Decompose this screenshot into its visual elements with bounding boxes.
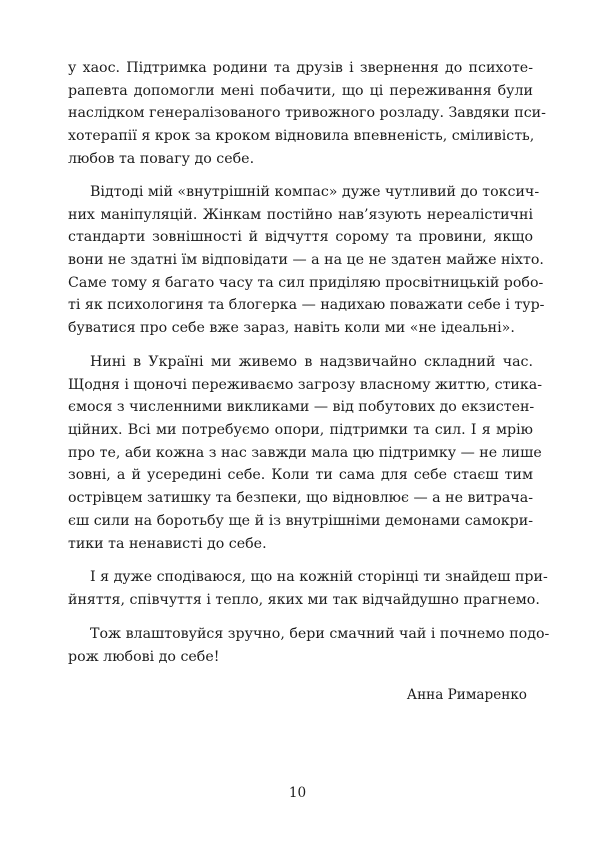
text-line: буватися про себе вже зараз, навіть коли ми «не ідеальні». xyxy=(68,320,515,337)
paragraph-ukraine xyxy=(68,351,542,555)
text-line: рож любові до себе! xyxy=(68,648,220,665)
text-line: зовні, а й усередині себе. Коли ти сама для себе стаєш тим xyxy=(68,467,533,484)
text-line: хотерапії я крок за кроком відновила впевненість, сміливість, xyxy=(68,128,535,145)
text-line: любов та повагу до себе. xyxy=(68,150,255,167)
page-number: 10 xyxy=(288,785,307,801)
paragraph-hope xyxy=(68,566,548,611)
text-line: про те, аби кожна з нас завжди мала цю підтримку — не лише xyxy=(68,444,542,461)
text-line: ті як психологиня та блогерка — надихаю поважати себе і тур- xyxy=(68,297,545,314)
text-line: них маніпуляцій. Жінкам постійно нав’язують нереалістичні xyxy=(68,206,533,223)
text-line: рапевта допомогли мені побачити, що ці переживання були xyxy=(68,82,533,99)
paragraph-inner-compass xyxy=(68,181,545,340)
text-line: острівцем затишку та безпеки, що відновлює — а не витрача- xyxy=(68,490,533,507)
text-line: Тож влаштовуйся зручно, бери смачний чай і почнемо подо- xyxy=(90,626,550,642)
paragraph-continuation xyxy=(68,57,546,170)
paragraph-invitation xyxy=(68,623,550,668)
text-line: єш сили на боротьбу ще й із внутрішніми демонами самокри- xyxy=(68,512,533,529)
text-line: вони не здатні їм відповідати — а на це не здатен майже ніхто. xyxy=(68,252,544,269)
text-line: І я дуже сподіваюся, що на кожній сторінці ти знайдеш при- xyxy=(90,569,548,585)
text-line: у хаос. Підтримка родини та друзів і звернення до психоте- xyxy=(68,60,533,76)
text-line: наслідком генералізованого тривожного розладу. Завдяки пси- xyxy=(68,105,546,122)
text-line: стандарти зовнішності й відчуття сорому та провини, якщо xyxy=(68,229,533,246)
text-line: Щодня і щоночі переживаємо загрозу власному життю, стика- xyxy=(68,376,542,393)
text-line: ційних. Всі ми потребуємо опори, підтримки та сил. І я мрію xyxy=(68,422,533,439)
text-line: Відтоді мій «внутрішній компас» дуже чутливий до токсич- xyxy=(90,184,540,200)
text-line: тики та ненависті до себе. xyxy=(68,535,267,552)
text-line: Саме тому я багато часу та сил приділяю просвітницькій робо- xyxy=(68,274,544,291)
author-signature: Анна Римаренко xyxy=(406,687,527,703)
text-line: йняття, співчуття і тепло, яких ми так відчайдушно прагнемо. xyxy=(68,591,540,608)
text-line: ємося з численними викликами — від побутових до екзистен- xyxy=(68,399,535,416)
text-line: Нині в Україні ми живемо в надзвичайно складний час. xyxy=(90,354,533,370)
